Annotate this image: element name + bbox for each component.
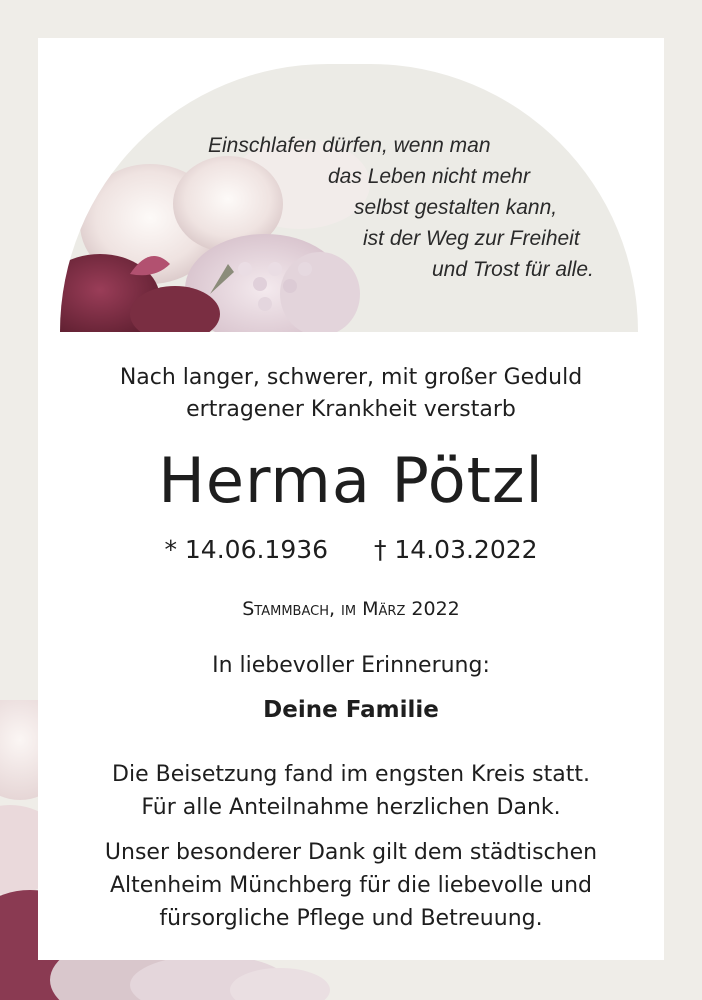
thanks-line: Die Beisetzung fand im engsten Kreis statt. [112,762,590,787]
thanks-line: Für alle Anteilnahme herzlichen Dank. [141,795,561,820]
signature: Deine Familie [263,697,439,723]
deceased-name: Herma Pötzl [158,444,544,517]
quote-line: Einschlafen dürfen, wenn man [208,134,491,157]
intro-line: ertragener Krankheit verstarb [186,397,516,422]
quote-line: das Leben nicht mehr [328,165,530,188]
intro-text [38,362,664,426]
quote-text [140,130,638,285]
thanks-line: Unser besonderer Dank gilt dem städtischen [104,840,598,865]
quote-arch [60,64,638,332]
place-date: Stammbach, im März 2022 [242,598,460,620]
thanks-line: fürsorgliche Pflege und Betreuung. [159,906,543,931]
thanks-line: Altenheim Münchberg für die liebevolle und [110,873,592,898]
quote-line: und Trost für alle. [432,258,594,281]
quote-line: selbst gestalten kann, [354,196,558,219]
death-date: 14.03.2022 [394,535,538,564]
special-thanks-paragraph [38,836,664,935]
obituary-card [38,38,664,960]
birth-date: 14.06.1936 [184,535,329,564]
life-dates [38,534,664,566]
remembrance-text: In liebevoller Erinnerung: [212,653,490,678]
thanks-paragraph [38,758,664,824]
intro-line: Nach langer, schwerer, mit großer Geduld [119,365,583,390]
birth-symbol: * [164,535,177,564]
death-cross-icon: † [373,535,387,564]
quote-line: ist der Weg zur Freiheit [363,227,580,250]
